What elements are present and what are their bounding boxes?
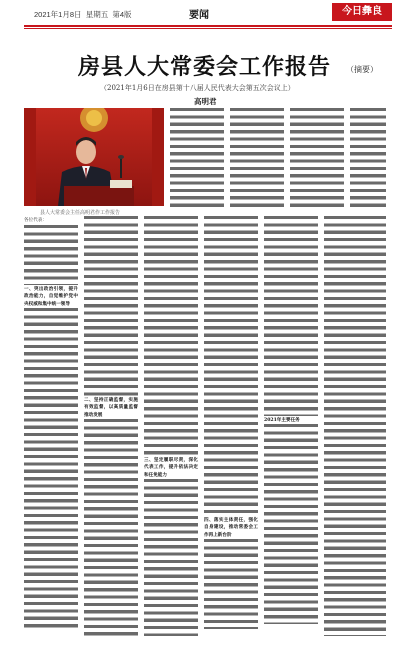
article-headline: 房县人大常委会工作报告 [78,54,332,80]
article-column-5a [230,108,284,210]
column-6a-text-block [290,108,344,210]
column-3-text-block [144,216,198,456]
speaker-photo [24,108,164,206]
column-4a-text-block [170,108,224,210]
page-header [0,0,410,30]
column-3-heading: 三、坚定履职尽责，深化代表工作，提升依法决定和任免能力 [144,458,198,478]
column-2-heading: 二、坚持正确监督，实施有效监督，以高质量监督推动发展 [84,398,138,418]
article-subtitle: （2021年1月6日在房县第十八届人民代表大会第五次会议上） [100,84,295,92]
page-number: 第4版 [112,10,132,19]
column-5-text-block [264,216,318,416]
headline-note: （摘要） [346,65,378,74]
newspaper-logo: 今日彝良 [332,3,392,21]
column-1-text-block-2 [24,308,78,628]
article-column-7a [350,108,386,210]
publication-date-line [34,9,132,20]
column-1-text-block [24,225,78,285]
column-4-text-block [204,216,258,516]
article-column-6 [324,216,386,636]
column-1-opening: 各位代表： [24,216,78,225]
header-rule-thin [24,28,392,29]
speaker-photo-image [24,108,164,206]
article-byline: 高明君 [194,97,217,106]
photo-caption: 县人大常委会主任高明君作工作报告 [40,210,121,216]
column-1-heading: 一、突出政治引领，提升政治能力，自觉维护党中央权威和集中统一领导 [24,287,78,307]
column-5a-text-block [230,108,284,210]
column-6-text-block [324,216,386,636]
weekday: 星期五 [85,10,109,19]
header-rule [24,25,392,27]
column-5-heading: 2021年主要任务 [264,416,318,424]
article-column-4a [170,108,224,210]
column-3-text-block-2 [144,479,198,636]
article-column-2 [84,216,138,636]
article-column-5 [264,216,318,636]
section-title: 要闻 [189,10,209,21]
column-7a-text-block [350,108,386,210]
column-4-heading: 四、落实主体责任，强化自身建设，推动常委会工作再上新台阶 [204,518,258,538]
article-column-6a [290,108,344,210]
article-column-1 [24,216,78,636]
date: 2021年1月8日 [34,10,82,19]
article-column-3 [144,216,198,636]
column-2-text-block-2 [84,419,138,636]
column-4-text-block-2 [204,539,258,629]
column-5-text-block-2 [264,424,318,624]
column-2-text-block [84,216,138,396]
article-column-4 [204,216,258,636]
